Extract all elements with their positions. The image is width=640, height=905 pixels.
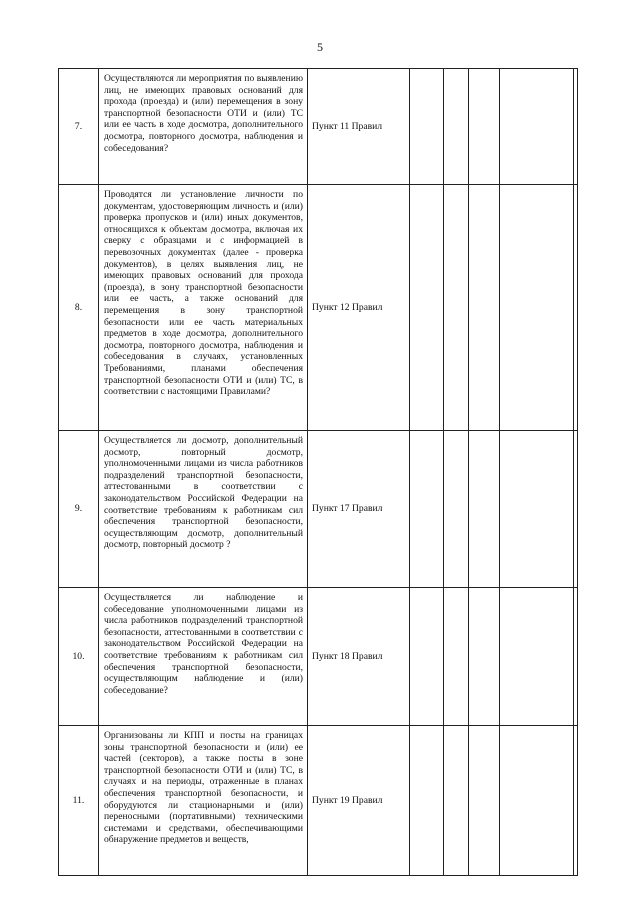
row-reference: Пункт 12 Правил (308, 185, 410, 431)
row-reference: Пункт 19 Правил (308, 726, 410, 876)
row-question: Организованы ли КПП и посты на границах зоны транспортной безопасности и (или) ее частей (секторов), а также посты в зоне транспортной безопасности ОТИ и (или) ТС, в случаях и на периоды, отраженные в планах обеспечения транспортной безопасности, и оборудуются ли стационарными и (или) переносными (портативными) техническими системами и средствами, обеспечивающими обнаружение предметов и веществ, (99, 726, 308, 876)
table-row (59, 431, 578, 588)
answer-cell-yes[interactable] (410, 431, 444, 588)
answer-cell-no[interactable] (444, 588, 469, 726)
table-row (59, 726, 578, 876)
row-number: 7. (59, 69, 99, 185)
table-row (59, 185, 578, 431)
answer-cell-notes[interactable] (500, 69, 574, 185)
table-row (59, 69, 578, 185)
answer-cell-no[interactable] (444, 431, 469, 588)
row-number: 11. (59, 726, 99, 876)
answer-cell-extra (574, 726, 578, 876)
row-question: Проводятся ли установление личности по документам, удостоверяющим личность и (или) проверка пропусков и (или) иных документов, относящихся к объектам досмотра, включая их сверку с образцами и с информацией в перевозочных документах (далее - проверка документов), в целях выявления лиц, не имеющих правовых оснований для прохода (проезда), в зону транспортной безопасности или ее часть, а также оснований для перемещения в зону транспортной безопасности или ее часть материальных предметов в ходе досмотра, дополнительного досмотра, повторного досмотра, наблюдения и собеседования в случаях, установленных Требованиями, планами обеспечения транспортной безопасности ОТИ и (или) ТС, в соответствии с настоящими Правилами? (99, 185, 308, 431)
row-reference: Пункт 18 Правил (308, 588, 410, 726)
row-question: Осуществляется ли наблюдение и собеседование уполномоченными лицами из числа работников подразделений транспортной безопасности, аттестованными в соответствии с законодательством Российской Федерации на соответствие требованиям к работникам сил обеспечения транспортной безопасности, осуществляющим наблюдение и (или) собеседование? (99, 588, 308, 726)
answer-cell-extra (574, 588, 578, 726)
answer-cell-no[interactable] (444, 185, 469, 431)
row-question: Осуществляются ли мероприятия по выявлению лиц, не имеющих правовых оснований для прохода (проезда) и (или) перемещения в зону транспортной безопасности ОТИ и (или) ТС или ее часть в ходе досмотра, дополнительного досмотра, повторного досмотра, наблюдения и собеседования? (99, 69, 308, 185)
answer-cell-notes[interactable] (500, 185, 574, 431)
answer-cell-yes[interactable] (410, 69, 444, 185)
checklist-table (58, 68, 578, 876)
row-number: 8. (59, 185, 99, 431)
answer-cell-yes[interactable] (410, 588, 444, 726)
page-number: 5 (317, 40, 323, 54)
row-number: 10. (59, 588, 99, 726)
answer-cell-notes[interactable] (500, 588, 574, 726)
answer-cell-notes[interactable] (500, 431, 574, 588)
answer-cell-yes[interactable] (410, 185, 444, 431)
answer-cell-na[interactable] (469, 69, 500, 185)
answer-cell-na[interactable] (469, 588, 500, 726)
answer-cell-extra (574, 185, 578, 431)
answer-cell-na[interactable] (469, 431, 500, 588)
row-reference: Пункт 17 Правил (308, 431, 410, 588)
answer-cell-no[interactable] (444, 726, 469, 876)
answer-cell-no[interactable] (444, 69, 469, 185)
row-reference: Пункт 11 Правил (308, 69, 410, 185)
row-question: Осуществляется ли досмотр, дополнительный досмотр, повторный досмотр, уполномоченными лицами из числа работников подразделений транспортной безопасности, аттестованными в соответствии с законодательством Российской Федерации на соответствие требованиям к работникам сил обеспечения транспортной безопасности, осуществляющим досмотр, дополнительный досмотр, повторный досмотр ? (99, 431, 308, 588)
answer-cell-yes[interactable] (410, 726, 444, 876)
answer-cell-na[interactable] (469, 726, 500, 876)
answer-cell-notes[interactable] (500, 726, 574, 876)
answer-cell-extra (574, 431, 578, 588)
answer-cell-extra (574, 69, 578, 185)
table-row (59, 588, 578, 726)
row-number: 9. (59, 431, 99, 588)
answer-cell-na[interactable] (469, 185, 500, 431)
